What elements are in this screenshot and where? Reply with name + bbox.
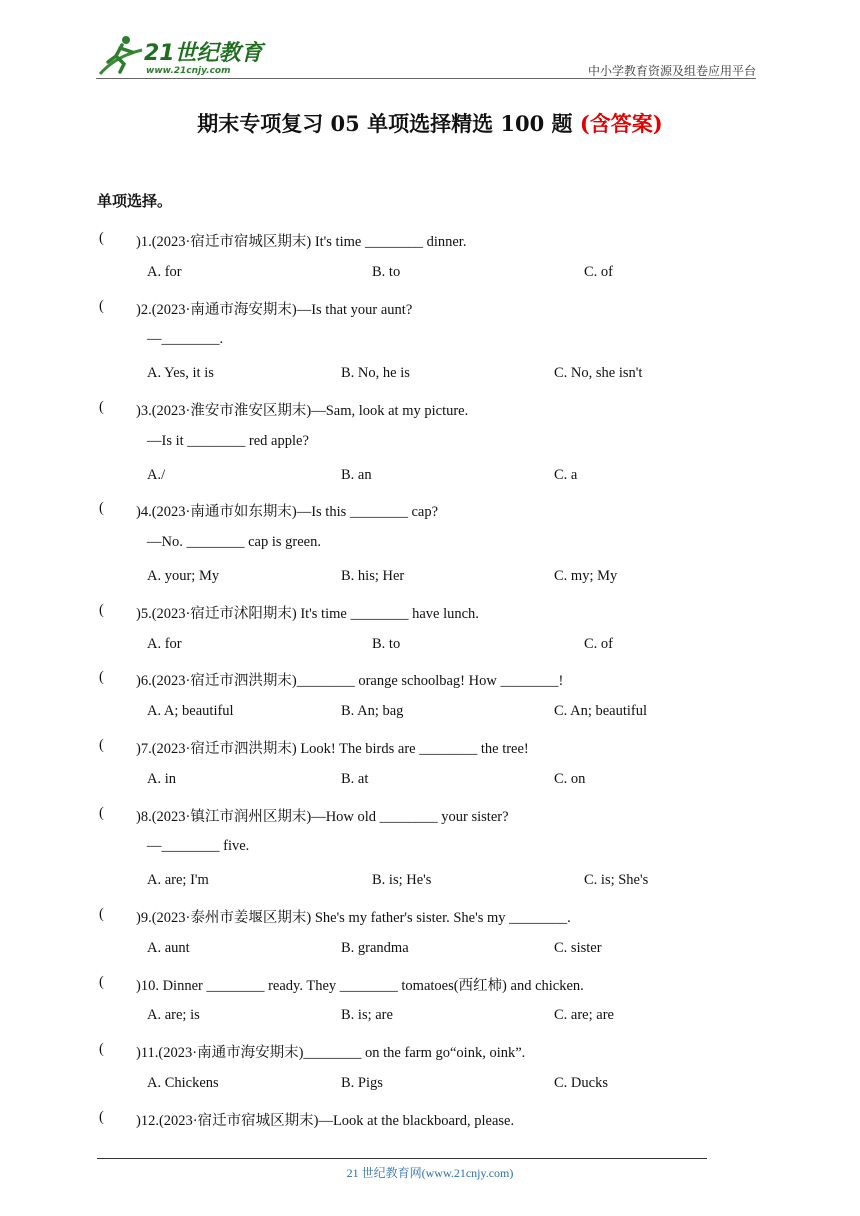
option-b[interactable]: B. Pigs — [341, 1075, 383, 1091]
question-reply: —________ five. — [147, 838, 250, 855]
answer-paren: ( — [99, 1041, 104, 1058]
question-stem: )5.(2023·宿迁市沭阳期末) It's time ________ have lunch. — [136, 605, 479, 622]
option-b[interactable]: B. is; He's — [372, 872, 432, 889]
title-main: 期末专项复习 05 单项选择精选 100 题 — [197, 111, 573, 136]
page-title — [0, 108, 860, 138]
section-heading: 单项选择。 — [97, 192, 173, 210]
answer-paren: ( — [99, 737, 104, 753]
option-c[interactable]: C. Ducks — [554, 1075, 608, 1091]
question-stem: )1.(2023·宿迁市宿城区期末) It's time ________ dinner. — [136, 234, 467, 250]
option-b[interactable]: B. is; are — [341, 1007, 393, 1024]
option-b[interactable]: B. No, he is — [341, 365, 410, 382]
option-b[interactable]: B. to — [372, 635, 401, 652]
option-c[interactable]: C. are; are — [554, 1007, 614, 1024]
question-reply: —Is it ________ red apple? — [147, 432, 309, 449]
header-divider — [96, 78, 756, 79]
answer-paren: ( — [99, 804, 104, 821]
option-a[interactable]: A./ — [147, 466, 166, 483]
option-a[interactable]: A. for — [147, 635, 182, 652]
option-a[interactable]: A. are; is — [147, 1007, 200, 1024]
option-b[interactable]: B. an — [341, 466, 372, 483]
logo — [96, 34, 266, 76]
answer-paren: ( — [99, 230, 104, 246]
answer-paren: ( — [99, 500, 104, 517]
option-c[interactable]: C. a — [554, 466, 578, 483]
option-c[interactable]: C. is; She's — [584, 872, 649, 889]
title-answer-note: (含答案) — [579, 111, 663, 136]
option-a[interactable]: A. for — [147, 263, 182, 280]
question-stem: )8.(2023·镇江市润州区期末)—How old ________ your sister? — [136, 808, 509, 825]
runner-icon — [100, 36, 142, 74]
option-a[interactable]: A. A; beautiful — [147, 703, 234, 720]
answer-paren: ( — [99, 601, 104, 618]
option-b[interactable]: B. his; Her — [341, 568, 405, 584]
option-a[interactable]: A. your; My — [147, 568, 220, 584]
option-c[interactable]: C. on — [554, 770, 586, 787]
option-a[interactable]: A. Chickens — [147, 1075, 219, 1091]
question-stem: )12.(2023·宿迁市宿城区期末)—Look at the blackboard, please. — [136, 1112, 515, 1129]
answer-paren: ( — [99, 297, 104, 314]
question-stem: )9.(2023·泰州市姜堰区期末) She's my father's sister. She's my ________. — [136, 910, 571, 926]
question-stem: )7.(2023·宿迁市泗洪期末) Look! The birds are ________ the tree! — [136, 741, 529, 757]
question-stem: )3.(2023·淮安市淮安区期末)—Sam, look at my picture. — [136, 403, 469, 419]
option-b[interactable]: B. to — [372, 263, 401, 280]
option-a[interactable]: A. are; I'm — [147, 872, 209, 889]
page-footer: 21 世纪教育网(www.21cnjy.com) — [346, 1166, 514, 1180]
answer-paren: ( — [99, 906, 104, 922]
question-stem: )4.(2023·南通市如东期末)—Is this ________ cap? — [136, 504, 439, 521]
option-c[interactable]: C. of — [584, 263, 613, 280]
logo-url: www.21cnjy.com — [146, 66, 231, 76]
page-header — [96, 34, 756, 80]
option-c[interactable]: C. sister — [554, 939, 602, 956]
question-stem: )6.(2023·宿迁市泗洪期末)________ orange schoolbag! How ________! — [136, 673, 564, 690]
question-stem: )11.(2023·南通市海安期末)________ on the farm go“oink, oink”. — [136, 1045, 526, 1062]
option-c[interactable]: C. my; My — [554, 568, 618, 584]
question-stem: )2.(2023·南通市海安期末)—Is that your aunt? — [136, 301, 413, 318]
option-c[interactable]: C. of — [584, 635, 613, 652]
question-stem: )10. Dinner ________ ready. They ________ tomatoes(西红柿) and chicken. — [136, 977, 584, 994]
question-reply: —No. ________ cap is green. — [147, 534, 321, 551]
footer-divider — [97, 1158, 707, 1159]
option-b[interactable]: B. at — [341, 770, 369, 787]
header-platform-text: 中小学教育资源及组卷应用平台 — [587, 64, 756, 78]
option-a[interactable]: A. Yes, it is — [147, 365, 214, 382]
answer-paren: ( — [99, 973, 104, 990]
question-reply: —________. — [147, 331, 224, 348]
option-a[interactable]: A. in — [147, 770, 176, 787]
logo-text: 21世纪教育 — [144, 41, 263, 66]
option-c[interactable]: C. No, she isn't — [554, 365, 643, 382]
answer-paren: ( — [99, 669, 104, 686]
option-c[interactable]: C. An; beautiful — [554, 703, 648, 720]
answer-paren: ( — [99, 1108, 104, 1125]
option-b[interactable]: B. An; bag — [341, 703, 404, 720]
option-a[interactable]: A. aunt — [147, 939, 190, 956]
option-b[interactable]: B. grandma — [341, 939, 409, 956]
answer-paren: ( — [99, 399, 104, 415]
